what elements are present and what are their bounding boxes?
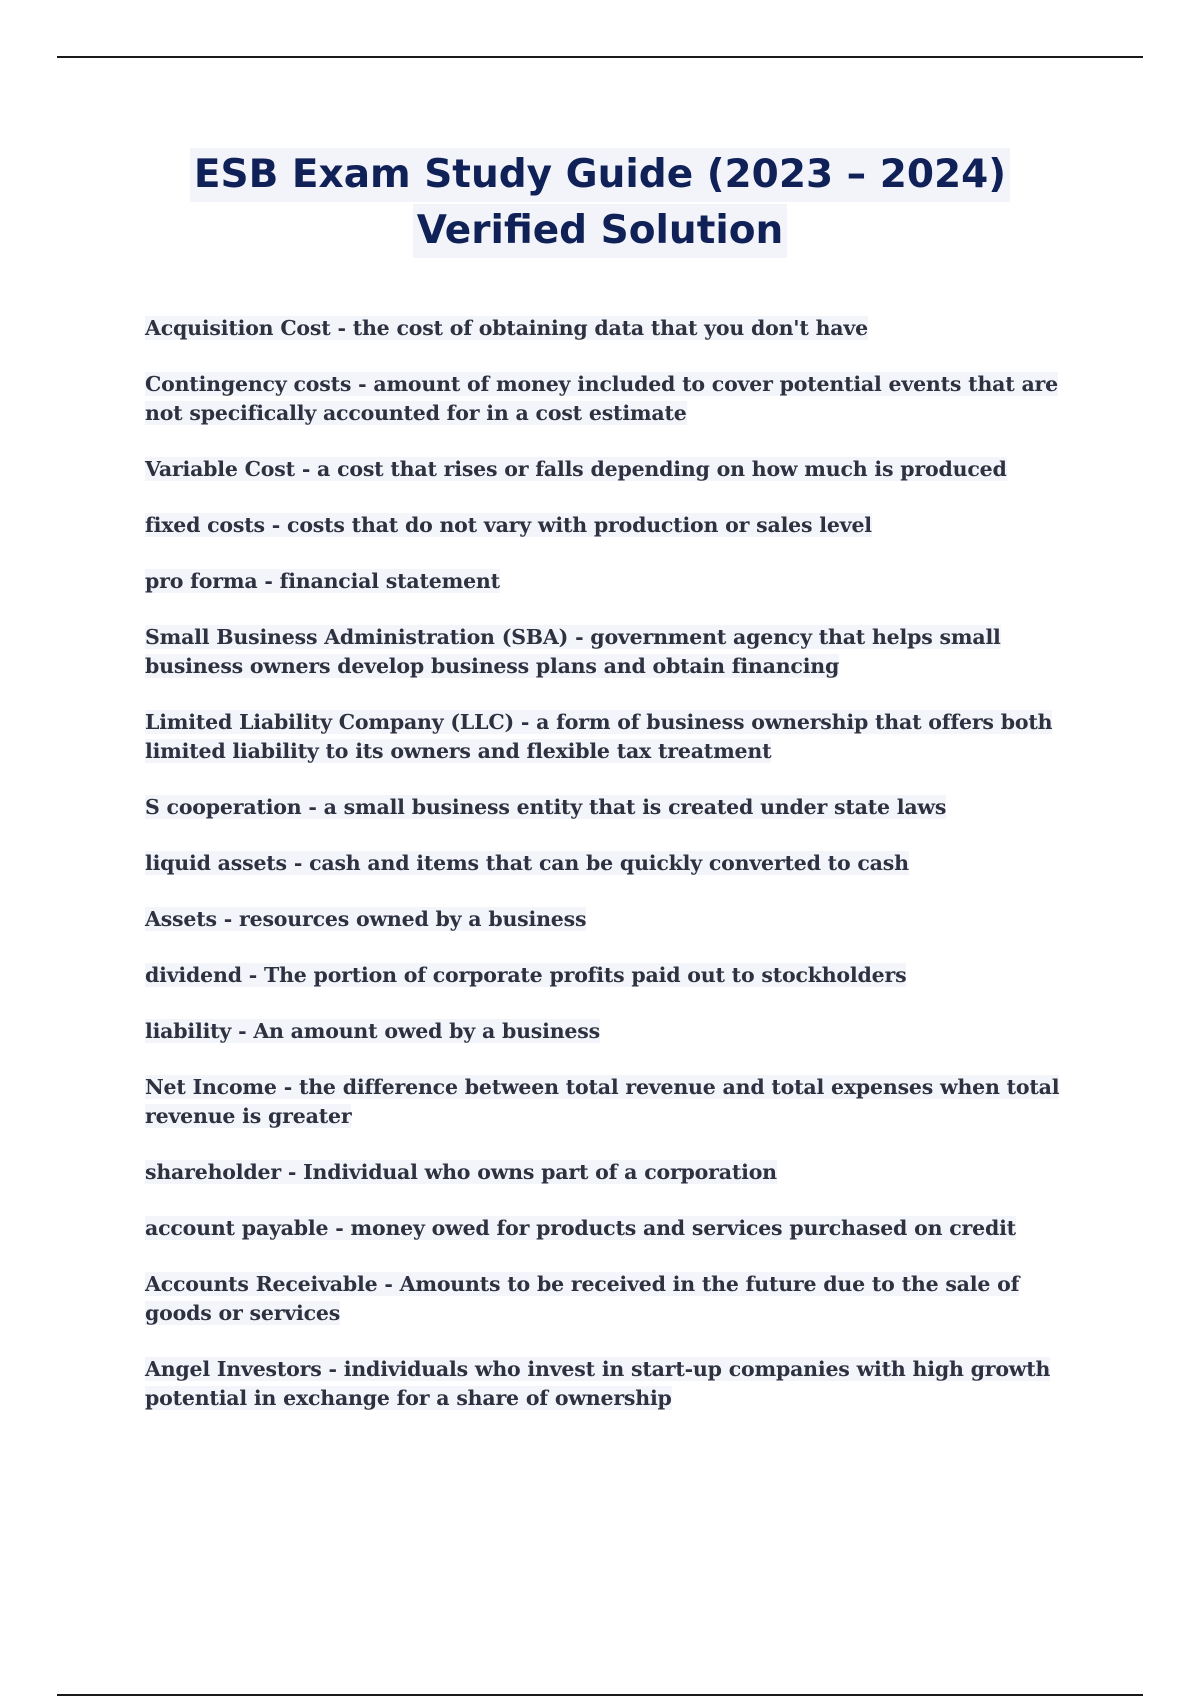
definition-text: Variable Cost - a cost that rises or falls depending on how much is produced (145, 457, 1007, 481)
definition-item (145, 623, 1085, 681)
definition-text: dividend - The portion of corporate profits paid out to stockholders (145, 963, 907, 987)
document-title (0, 148, 1200, 260)
definition-item (145, 567, 1085, 596)
title-line-1: ESB Exam Study Guide (2023 – 2024) (190, 148, 1010, 202)
definition-text: Accounts Receivable - Amounts to be received in the future due to the sale of goods or services (145, 1272, 1020, 1325)
definition-list (145, 314, 1085, 1440)
definition-item (145, 961, 1085, 990)
definition-item (145, 849, 1085, 878)
definition-text: Contingency costs - amount of money included to cover potential events that are not specifically accounted for in a cost estimate (145, 372, 1058, 425)
definition-text: liability - An amount owed by a business (145, 1019, 600, 1043)
definition-text: account payable - money owed for products and services purchased on credit (145, 1216, 1016, 1240)
definition-item (145, 1270, 1085, 1328)
definition-item (145, 1158, 1085, 1187)
definition-text: Assets - resources owned by a business (145, 907, 587, 931)
definition-text: Net Income - the difference between total revenue and total expenses when total revenue is greater (145, 1075, 1060, 1128)
definition-text: pro forma - financial statement (145, 569, 500, 593)
bottom-rule (57, 1694, 1143, 1696)
top-rule (57, 56, 1143, 58)
definition-item (145, 708, 1085, 766)
definition-text: Limited Liability Company (LLC) - a form of business ownership that offers both limited liability to its owners and flexible tax treatment (145, 710, 1053, 763)
definition-item (145, 314, 1085, 343)
definition-item (145, 905, 1085, 934)
definition-text: S cooperation - a small business entity that is created under state laws (145, 795, 947, 819)
definition-item (145, 1017, 1085, 1046)
title-line-2: Verified Solution (413, 204, 788, 258)
definition-item (145, 1355, 1085, 1413)
definition-item (145, 1214, 1085, 1243)
definition-item (145, 370, 1085, 428)
definition-text: fixed costs - costs that do not vary with production or sales level (145, 513, 872, 537)
definition-text: Acquisition Cost - the cost of obtaining data that you don't have (145, 316, 868, 340)
definition-item (145, 455, 1085, 484)
definition-text: Small Business Administration (SBA) - government agency that helps small business owners develop business plans and obtain financing (145, 625, 1001, 678)
definition-text: Angel Investors - individuals who invest in start-up companies with high growth potential in exchange for a share of ownership (145, 1357, 1051, 1410)
definition-text: shareholder - Individual who owns part of a corporation (145, 1160, 777, 1184)
definition-item (145, 511, 1085, 540)
definition-item (145, 793, 1085, 822)
definition-item (145, 1073, 1085, 1131)
definition-text: liquid assets - cash and items that can be quickly converted to cash (145, 851, 909, 875)
